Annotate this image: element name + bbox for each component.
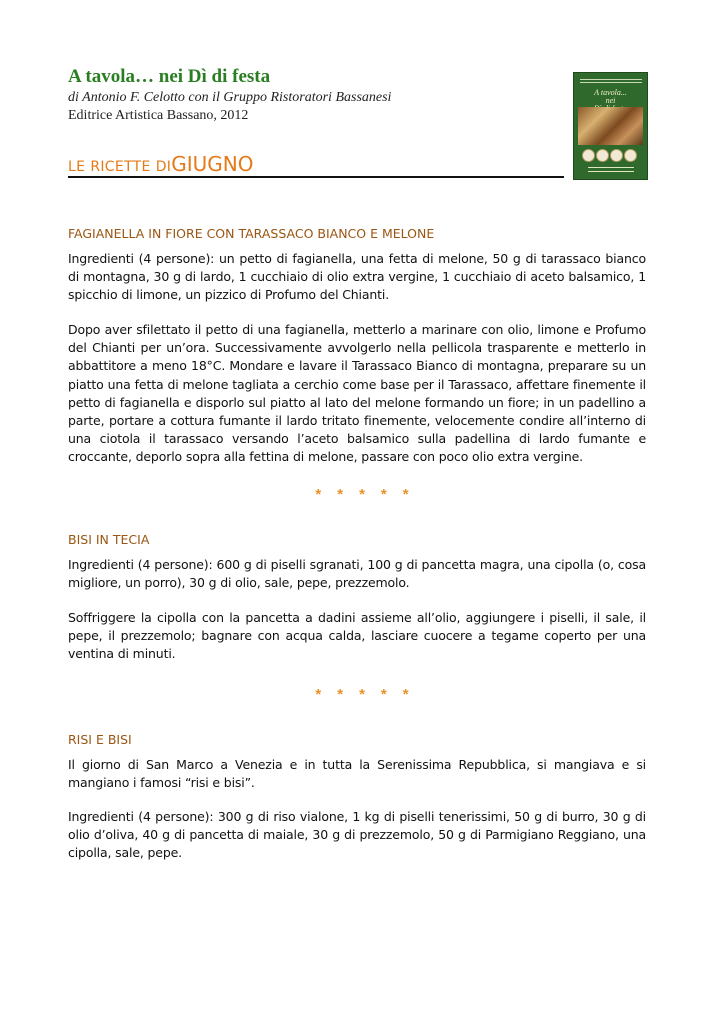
star-separator: * * * * * — [315, 486, 409, 503]
book-publisher: Editrice Artistica Bassano, 2012 — [68, 108, 249, 123]
book-title: A tavola… nei Dì di festa — [68, 66, 271, 87]
recipe-title: FAGIANELLA IN FIORE CON TARASSACO BIANCO E MELONE — [68, 226, 435, 241]
recipe-title: BISI IN TECIA — [68, 532, 150, 547]
section-heading: LE RICETTE DIGIUGNO — [68, 152, 254, 176]
star-separator: * * * * * — [315, 686, 409, 703]
book-author: di Antonio F. Celotto con il Gruppo Ristoratori Bassanesi — [68, 90, 392, 105]
recipe-paragraph: Soffriggere la cipolla con la pancetta a dadini assieme all’olio, aggiungere i piselli, il sale, il pepe, il prezzemolo; bagnare con acqua calda, lasciare cuocere a tegame coperto per una ventina di minuti. — [68, 610, 646, 662]
recipe-title: RISI E BISI — [68, 732, 132, 747]
recipe-paragraph: Ingredienti (4 persone): 300 g di riso vialone, 1 kg di piselli tenerissimi, 50 g di burro, 30 g di olio d’oliva, 40 g di pancetta di maiale, 30 g di prezzemolo, 50 g di Parmigiano Reggiano, una cipolla, sale, pepe. — [68, 809, 646, 861]
recipe-paragraph: Ingredienti (4 persone): un petto di fagianella, una fetta di melone, 50 g di tarassaco bianco di montagna, 30 g di lardo, 1 cucchiaio di olio extra vergine, 1 cucchiaio di aceto balsamico, 1 spicchio di limone, un pizzico di Profumo del Chianti. — [68, 251, 646, 303]
book-cover-image: A tavola... nei — [573, 72, 648, 180]
recipe-paragraph: Ingredienti (4 persone): 600 g di piselli sgranati, 100 g di pancetta magra, una cipolla (o, cosa migliore, un porro), 30 g di olio, sale, pepe, prezzemolo. — [68, 557, 646, 591]
recipe-paragraph: Il giorno di San Marco a Venezia e in tutta la Serenissima Repubblica, si mangiava e si mangiano i famosi “risi e bisi”. — [68, 757, 646, 791]
heading-divider — [68, 176, 564, 178]
recipe-paragraph: Dopo aver sfilettato il petto di una fagianella, metterlo a marinare con olio, limone e Profumo del Chianti per un’ora. Successivamente avvolgerlo nella pellicola trasparente e metterlo in abbattitore a meno 18°C. Mondare e lavare il Tarassaco Bianco di montagna, preparare su un piatto una fetta di melone tagliata a cerchio come base per il Tarassaco, affettare finemente il petto di fagianella e disporlo sul piatto al lato del melone formando un fiore; in un padellino a parte, portare a cottura fumante il lardo tritato finemente, velocemente condire all’interno di una ciotola il tarassaco versando l’aceto balsamico sulla padellina di lardo fumante e croccante, deporlo sopra alla fettina di melone, passare con poco olio extra vergine. — [68, 322, 646, 465]
